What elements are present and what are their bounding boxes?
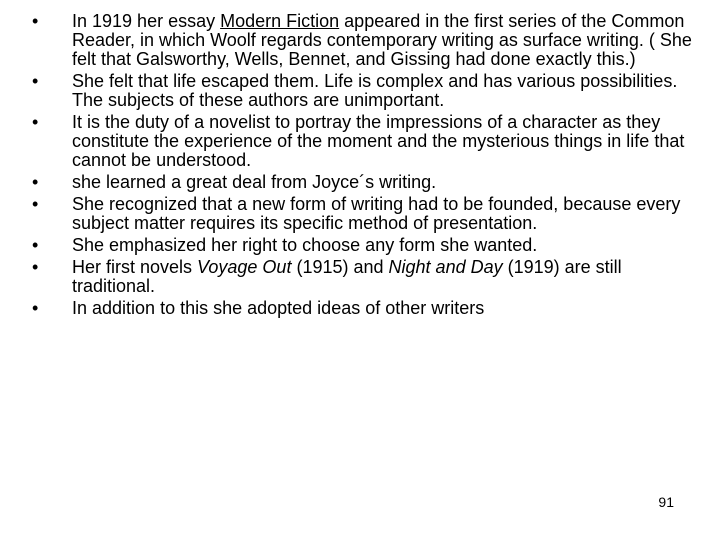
bullet-text: (1919) are still traditional.: [72, 257, 622, 296]
bullet-icon: •: [32, 11, 39, 31]
bullet-text: She felt that life escaped them. Life is complex and has various possibilities. The subjects of these authors are unimportant.: [72, 71, 678, 110]
bullet-item: [30, 258, 706, 296]
bullet-item: [30, 12, 706, 69]
bullet-item: [30, 173, 706, 192]
bullet-text: She recognized that a new form of writing had to be founded, because every subject matter requires its specific method of presentation.: [72, 194, 681, 233]
essay-title: Modern Fiction: [220, 11, 340, 31]
bullet-icon: •: [32, 71, 39, 91]
bullet-text: She emphasized her right to choose any form she wanted.: [72, 235, 538, 255]
bullet-icon: •: [32, 235, 39, 255]
bullet-icon: •: [32, 112, 39, 132]
bullet-text: In 1919 her essay: [72, 11, 221, 31]
bullet-item: [30, 195, 706, 233]
bullet-icon: •: [32, 172, 39, 192]
bullet-text: In addition to this she adopted ideas of other writers: [72, 298, 485, 318]
bullet-list: [30, 12, 706, 321]
bullet-item: [30, 113, 706, 170]
bullet-icon: •: [32, 257, 39, 277]
bullet-text: Her first novels: [72, 257, 198, 277]
bullet-icon: •: [32, 298, 39, 318]
bullet-icon: •: [32, 194, 39, 214]
bullet-text: It is the duty of a novelist to portray the impressions of a character as they constitute the experience of the moment and the mysterious things in life that cannot be understood.: [72, 112, 685, 170]
novel-title: Night and Day: [388, 257, 503, 277]
page-number: 91: [658, 494, 674, 510]
bullet-item: [30, 299, 706, 318]
bullet-item: [30, 236, 706, 255]
bullet-text: she learned a great deal from Joyce´s writing.: [72, 172, 437, 192]
novel-title: Voyage Out: [197, 257, 292, 277]
bullet-text: (1915) and: [291, 257, 389, 277]
bullet-text: appeared in the first series of the Common Reader, in which Woolf regards contemporary writing as surface writing. ( She felt that Galsworthy, Wells, Bennet, and Gissing had done exactly this.): [72, 11, 692, 69]
bullet-item: [30, 72, 706, 110]
